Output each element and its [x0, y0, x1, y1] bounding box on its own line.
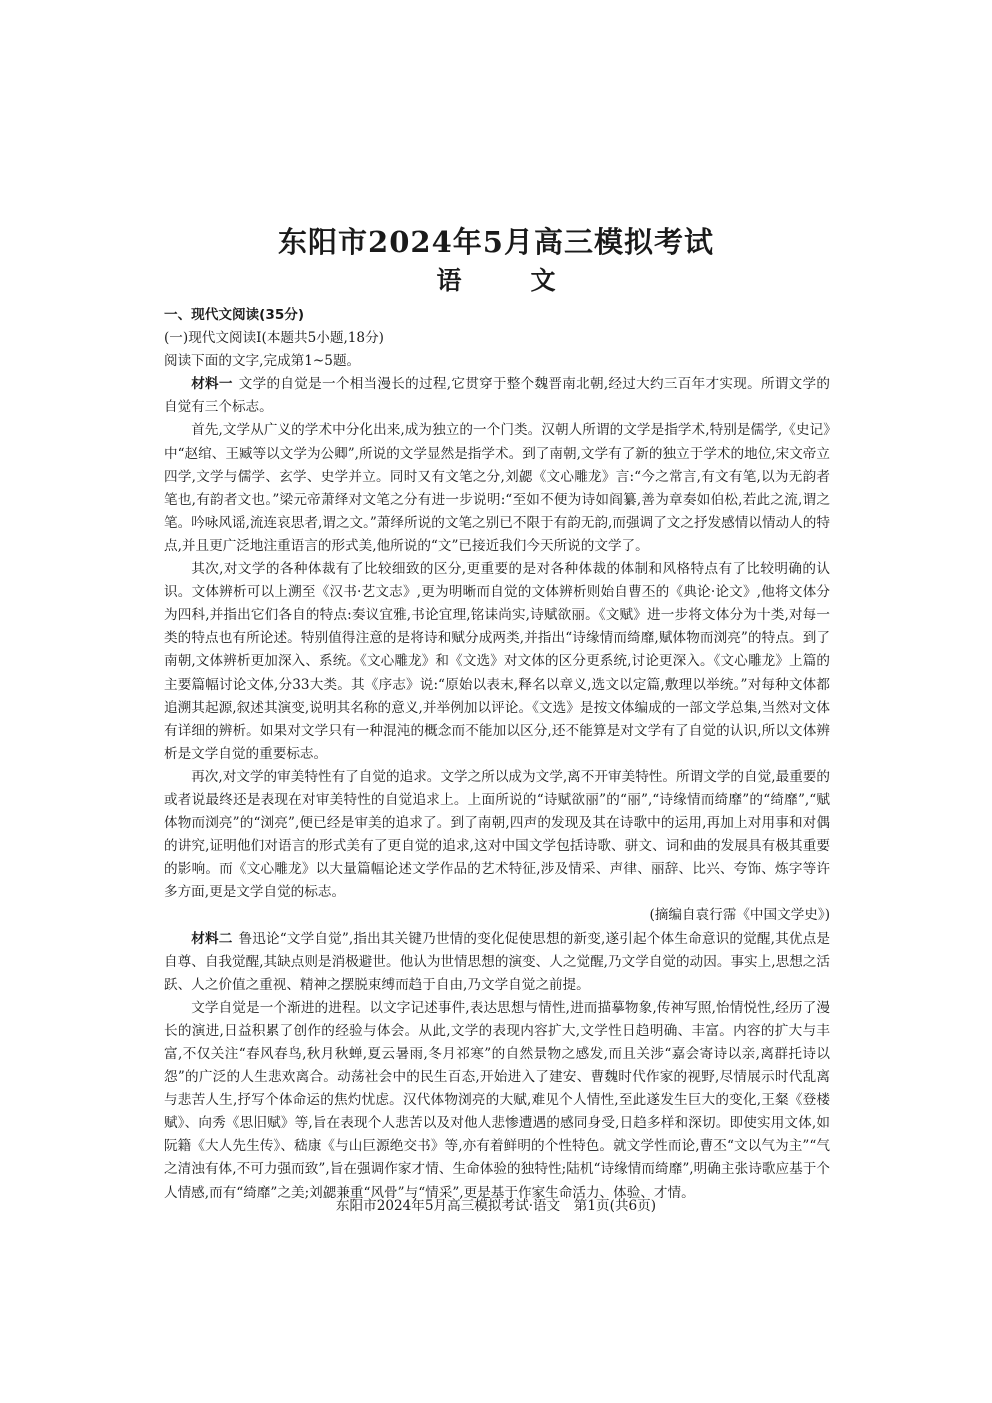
section-subheading: (一)现代文阅读Ⅰ(本题共5小题,18分) [164, 330, 384, 347]
section-heading: 一、现代文阅读(35分) [164, 307, 305, 323]
material2-paragraph [164, 928, 830, 997]
exam-content [164, 304, 830, 1205]
material2-label: 材料二 [191, 930, 233, 947]
material1-paragraph [164, 373, 830, 419]
material1-paragraph: 再次,对文学的审美特性有了自觉的追求。文学之所以成为文学,离不开审美特性。所谓文学的自觉,最重要的或者说最终还是表现在对审美特性的自觉追求上。上面所说的“诗赋欲丽”的“丽”,“诗缘情而绮靡”的“绮靡”,“赋体物而浏亮”的“浏亮”,便已经是审美的追求了。到了南朝,四声的发现及其在诗歌中的运用,再加上对用事和对偶的讲究,证明他们对语言的形式美有了更自觉的追求,这对中国文学包括诗歌、骈文、词和曲的发展具有极其重要的影响。而《文心雕龙》以大量篇幅论述文学作品的艺术特征,涉及情采、声律、丽辞、比兴、夸饰、炼字等许多方面,更是文学自觉的标志。 [164, 768, 830, 901]
material2-paragraph: 文学自觉是一个渐进的进程。以文字记述事件,表达思想与情性,进而描摹物象,传神写照,怡情悦性,经历了漫长的演进,日益积累了创作的经验与体会。从此,文学的表现内容扩大,文学性日趋明确、丰富。内容的扩大与丰富,不仅关注“春风春鸟,秋月秋蝉,夏云暑雨,冬月祁寒”的自然景物之感发,而且关涉“嘉会寄诗以亲,离群托诗以怨”的广泛的人生悲欢离合。动荡社会中的民生百态,开始进入了建安、曹魏时代作家的视野,尽情展示时代乱离与悲苦人生,抒写个体命运的焦灼忧虑。汉代体物浏亮的大赋,难见个人情性,至此遂发生巨大的变化,王粲《登楼赋》、向秀《思旧赋》等,旨在表现个人悲苦以及对他人悲惨遭遇的感同身受,日趋多样和深切。即使实用文体,如阮籍《大人先生传》、嵇康《与山巨源绝交书》等,亦有着鲜明的个性特色。就文学性而论,曹丕“文以气为主”“气之清浊有体,不可力强而致”,旨在强调作家才情、生命体验的独特性;陆机“诗缘情而绮靡”,明确主张诗歌应基于个人情感,而有“绮靡”之美;刘勰兼重“风骨”与“情采”,更是基于作家生命活力、体验、才情。 [164, 999, 830, 1201]
page-footer: 东阳市2024年5月高三模拟考试·语文 第1页(共6页) [335, 1198, 657, 1214]
material1-source: (摘编自袁行霈《中国文学史》) [649, 907, 830, 924]
material1-paragraph: 其次,对文学的各种体裁有了比较细致的区分,更重要的是对各种体裁的体制和风格特点有了比较明确的认识。文体辨析可以上溯至《汉书·艺文志》,更为明晰而自觉的文体辨析则始自曹丕的《典论·论文》,他将文体分为四科,并指出它们各自的特点:奏议宜雅,书论宜理,铭诔尚实,诗赋欲丽。《文赋》进一步将文体分为十类,对每一类的特点也有所论述。特别值得注意的是将诗和赋分成两类,并指出“诗缘情而绮靡,赋体物而浏亮”的特点。到了南朝,文体辨析更加深入、系统。《文心雕龙》和《文选》对文体的区分更系统,讨论更深入。《文心雕龙》上篇的主要篇幅讨论文体,分33大类。其《序志》说:“原始以表末,释名以章义,选文以定篇,敷理以举统。”对每种文体都追溯其起源,叙述其演变,说明其名称的意义,并举例加以评论。《文选》是按文体编成的一部文学总集,当然对文体有详细的辨析。如果对文学只有一种混沌的概念而不能加以区分,还不能算是对文学有了自觉的认识,所以文体辨析是文学自觉的重要标志。 [164, 561, 830, 762]
section-instruction: 阅读下面的文字,完成第1~5题。 [164, 353, 361, 370]
exam-title: 东阳市2024年5月高三模拟考试 [278, 225, 714, 259]
subject-title: 语 文 [436, 266, 578, 295]
material1-paragraph-text: 文学的自觉是一个相当漫长的过程,它贯穿于整个魏晋南北朝,经过大约三百年才实现。所谓文学的自觉有三个标志。 [164, 376, 830, 416]
material2-paragraph-text: 鲁迅论“文学自觉”,指出其关键乃世情的变化促使思想的新变,遂引起个体生命意识的觉醒,其优点是自尊、自我觉醒,其缺点则是消极避世。他认为世情思想的演变、人之觉醒,乃文学自觉的动因。事实上,思想之活跃、人之价值之重视、精神之摆脱束缚而趋于自由,乃文学自觉之前提。 [164, 930, 831, 993]
material1-label: 材料一 [191, 376, 233, 393]
material1-paragraph: 首先,文学从广义的学术中分化出来,成为独立的一个门类。汉朝人所谓的文学是指学术,特别是儒学,《史记》中“赵绾、王臧等以文学为公卿”,所说的文学显然是指学术。到了南朝,文学有了新的独立于学术的地位,宋文帝立四学,文学与儒学、玄学、史学并立。同时又有文笔之分,刘勰《文心雕龙》言:“今之常言,有文有笔,以为无韵者笔也,有韵者文也。”梁元帝萧绎对文笔之分有进一步说明:“至如不便为诗如阎纂,善为章奏如伯松,若此之流,谓之笔。吟咏风谣,流连哀思者,谓之文。”萧绎所说的文笔之别已不限于有韵无韵,而强调了文之抒发感情以情动人的特点,并且更广泛地注重语言的形式美,他所说的“文”已接近我们今天所说的文学了。 [164, 422, 830, 554]
